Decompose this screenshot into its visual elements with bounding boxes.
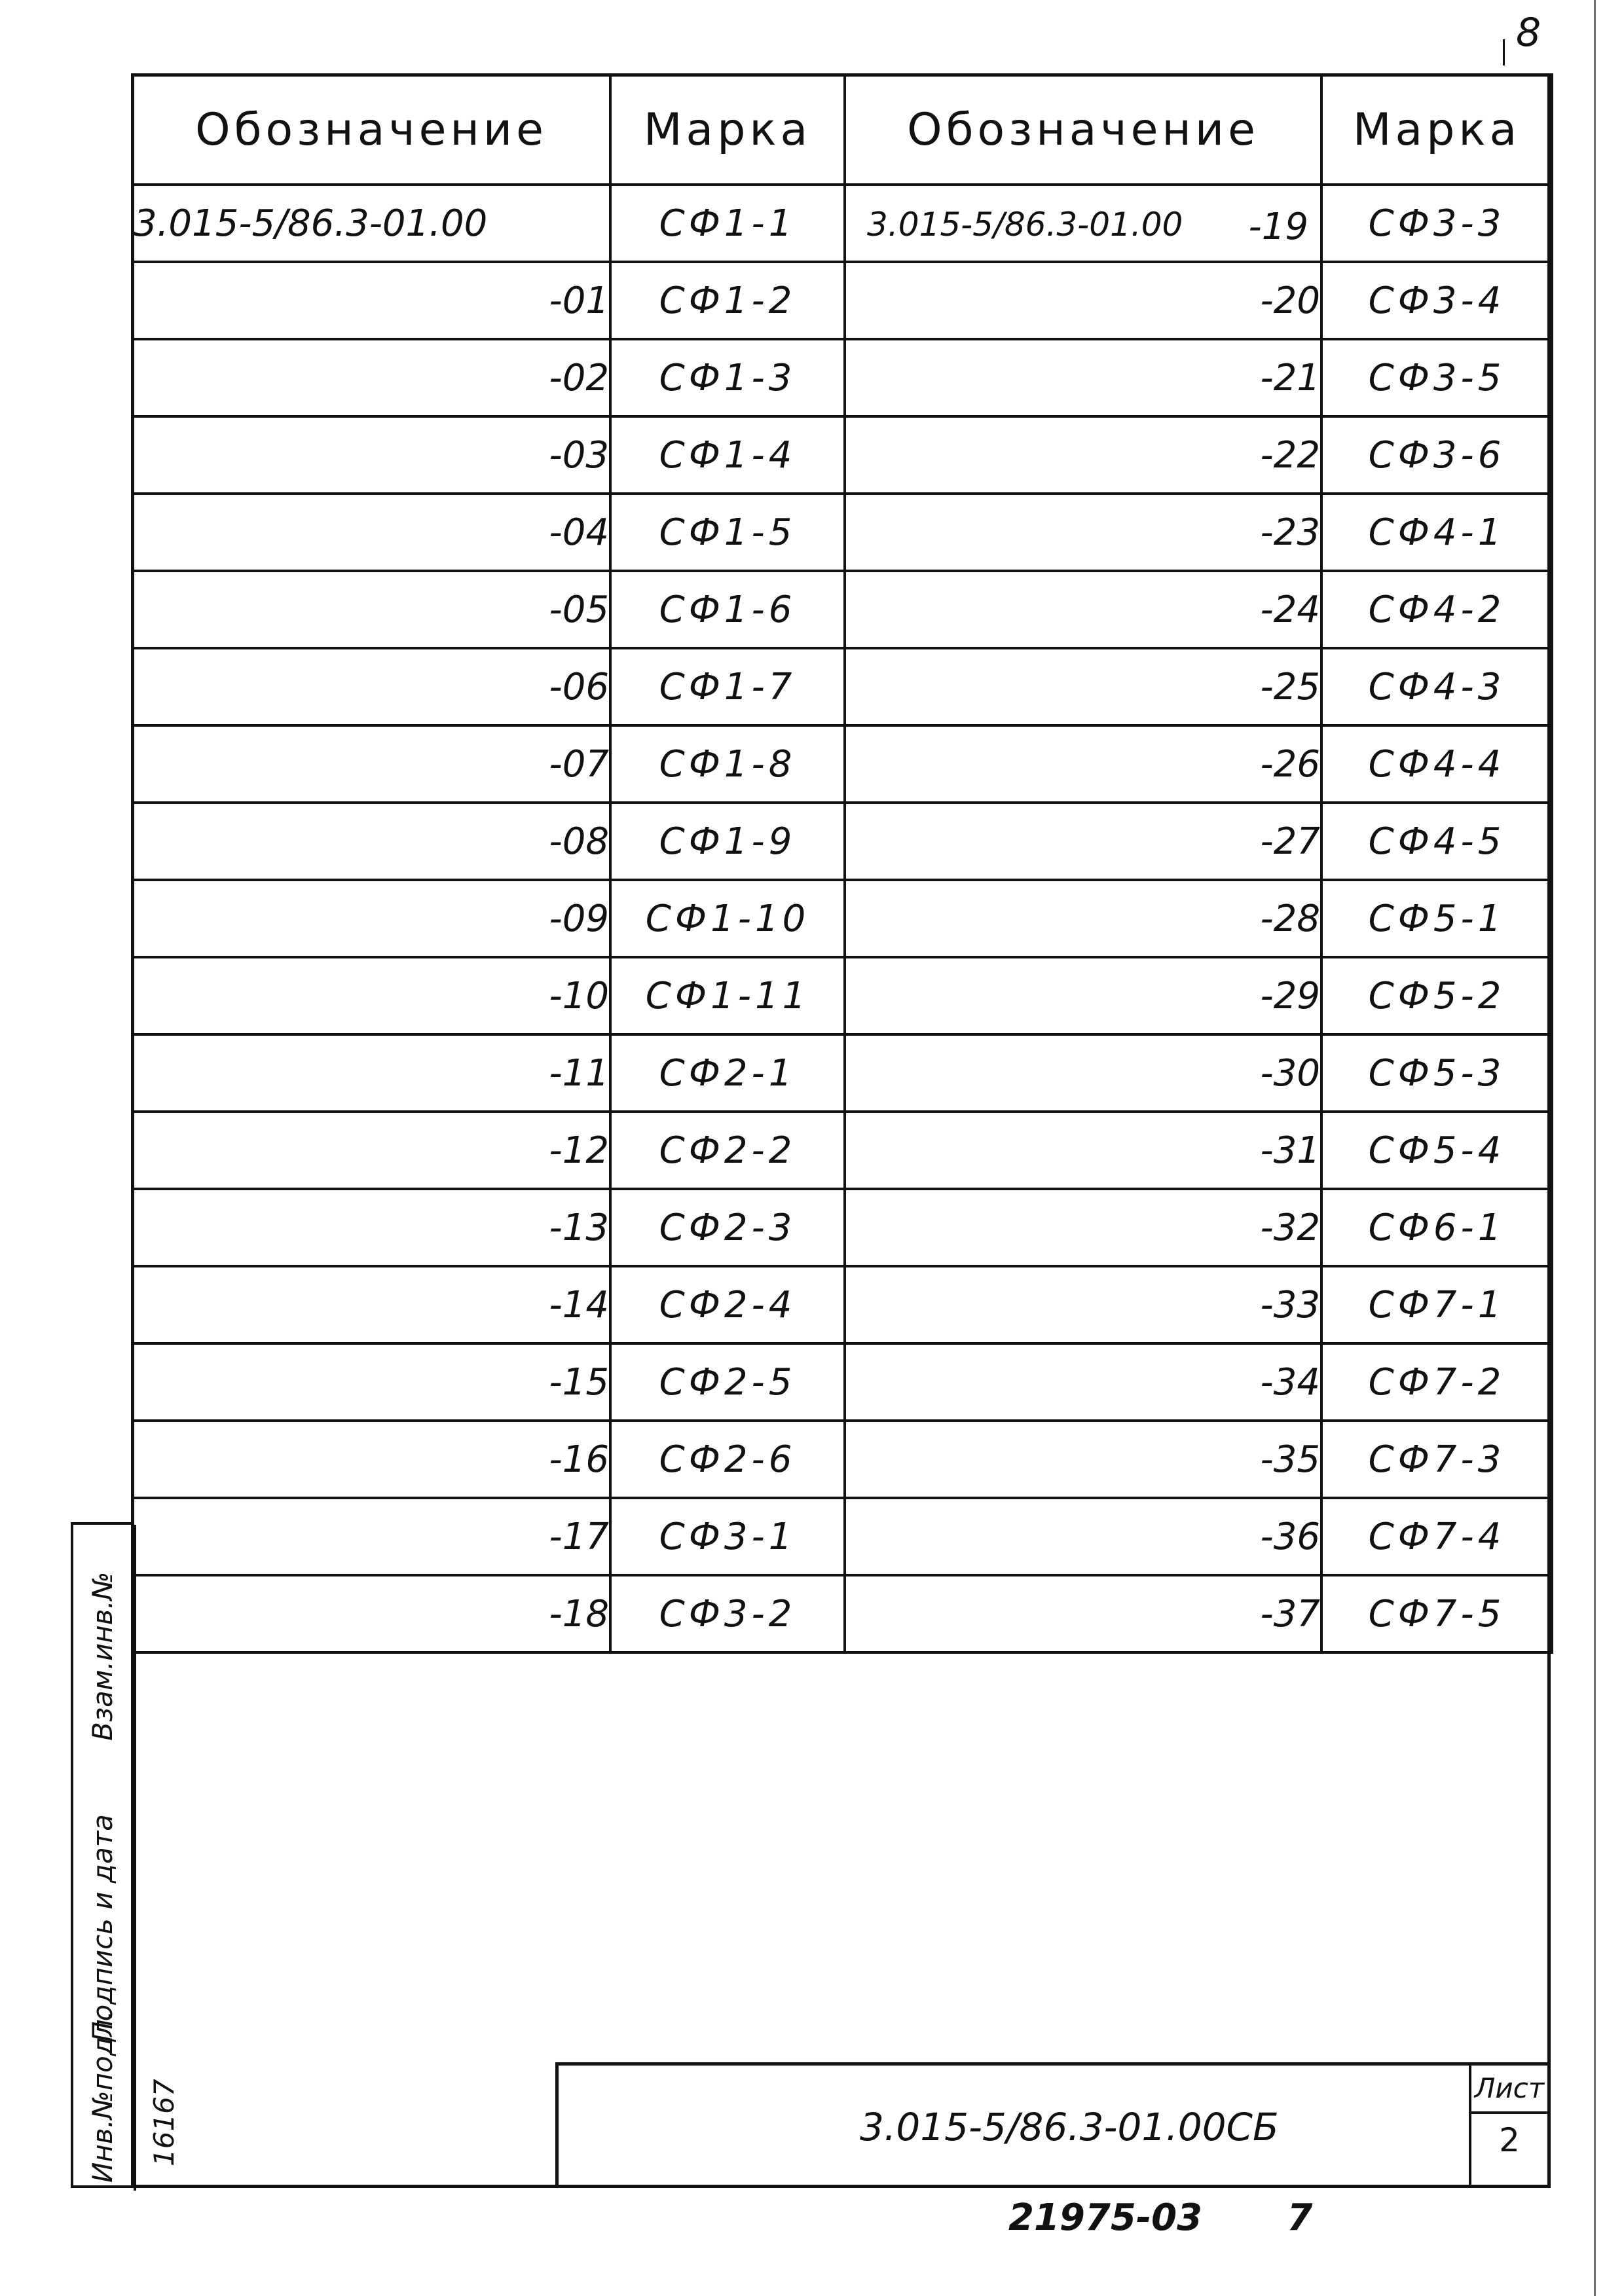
corner-tick [1503, 39, 1505, 65]
mark-cell-left: СФ2-3 [610, 1189, 845, 1266]
designation-cell-right: -23 [845, 494, 1321, 571]
mark-cell-left: СФ2-1 [610, 1034, 845, 1112]
mark-cell-right: СФ3-4 [1321, 262, 1552, 339]
side-stamp-values [134, 1525, 194, 2191]
sheet-edge-line [1594, 0, 1596, 2296]
table-row [132, 957, 1552, 1034]
mark-cell-left: СФ2-6 [610, 1421, 845, 1498]
mark-cell-left: СФ1-6 [610, 571, 845, 648]
mark-cell-right: СФ7-1 [1321, 1266, 1552, 1343]
designation-cell-left: -02 [132, 339, 610, 416]
designation-cell-left: -01 [132, 262, 610, 339]
document-code: 3.015-5/86.3-01.00СБ [860, 2105, 1279, 2149]
header-mark-left: Марка [610, 75, 845, 185]
mark-cell-left: СФ1-8 [610, 725, 845, 803]
table-row [132, 339, 1552, 416]
table-row [132, 880, 1552, 957]
mark-cell-right: СФ5-1 [1321, 880, 1552, 957]
mark-cell-right: СФ4-2 [1321, 571, 1552, 648]
designation-cell-right: -21 [845, 339, 1321, 416]
designation-cell-right: -27 [845, 803, 1321, 880]
order-number: 21975-03 [1008, 2196, 1202, 2239]
mark-cell-right: СФ5-3 [1321, 1034, 1552, 1112]
designation-cell-left: -15 [132, 1343, 610, 1421]
table-row [132, 1343, 1552, 1421]
code-suffix: -19 [1248, 206, 1308, 248]
mark-cell-right: СФ4-3 [1321, 648, 1552, 725]
table-row [132, 1498, 1552, 1575]
table-row [132, 571, 1552, 648]
sheet-number: 2 [1499, 2121, 1520, 2159]
table-row [132, 1266, 1552, 1343]
designation-cell-left: -11 [132, 1034, 610, 1112]
mark-cell-left: СФ1-3 [610, 339, 845, 416]
designation-cell-left: -16 [132, 1421, 610, 1498]
table-row [132, 648, 1552, 725]
mark-cell-right: СФ6-1 [1321, 1189, 1552, 1266]
mark-cell-right: СФ3-6 [1321, 416, 1552, 494]
mark-cell-right: СФ3-5 [1321, 339, 1552, 416]
designation-cell-left: -13 [132, 1189, 610, 1266]
table-row [132, 1575, 1552, 1652]
table-row [132, 262, 1552, 339]
designation-cell-right: -31 [845, 1112, 1321, 1189]
designation-cell-right [845, 185, 1321, 262]
corner-mark: 8 [1516, 10, 1541, 56]
header-designation-left: Обозначение [132, 75, 610, 185]
footer [1008, 2196, 1312, 2239]
table-row [132, 1421, 1552, 1498]
table-body [132, 185, 1552, 1652]
table-header-row [132, 75, 1552, 185]
table-row [132, 494, 1552, 571]
mark-cell-right: СФ5-4 [1321, 1112, 1552, 1189]
designation-cell-right: -30 [845, 1034, 1321, 1112]
designation-cell-right: -37 [845, 1575, 1321, 1652]
mark-cell-left: СФ2-2 [610, 1112, 845, 1189]
designation-cell-right: -32 [845, 1189, 1321, 1266]
replaces-inv-label: Взам.инв.№ [86, 1571, 119, 1741]
mark-cell-left: СФ1-2 [610, 262, 845, 339]
designation-cell-left: -09 [132, 880, 610, 957]
table-row [132, 1189, 1552, 1266]
inv-original-label: Инв.№подл. [86, 2010, 119, 2183]
designation-cell-left: -14 [132, 1266, 610, 1343]
mark-cell-right: СФ7-2 [1321, 1343, 1552, 1421]
header-mark-right: Марка [1321, 75, 1552, 185]
table-row [132, 803, 1552, 880]
inv-number-value: 16167 [148, 2079, 180, 2166]
mark-cell-right: СФ4-5 [1321, 803, 1552, 880]
designation-cell-right: -29 [845, 957, 1321, 1034]
mark-cell-right: СФ5-2 [1321, 957, 1552, 1034]
mark-cell-left: СФ1-1 [610, 185, 845, 262]
designation-cell-right: -28 [845, 880, 1321, 957]
designation-cell-right: -20 [845, 262, 1321, 339]
designation-cell-left: -18 [132, 1575, 610, 1652]
designation-cell-left: -10 [132, 957, 610, 1034]
table-row [132, 1112, 1552, 1189]
mark-cell-left: СФ3-2 [610, 1575, 845, 1652]
designation-cell-left: -12 [132, 1112, 610, 1189]
designation-cell-right: -35 [845, 1421, 1321, 1498]
table-row [132, 1034, 1552, 1112]
designation-cell-right: -26 [845, 725, 1321, 803]
sheet-box [1469, 2066, 1547, 2185]
table-row [132, 416, 1552, 494]
designation-cell-right: -34 [845, 1343, 1321, 1421]
mark-cell-left: СФ1-10 [610, 880, 845, 957]
designation-cell-right: -25 [845, 648, 1321, 725]
signature-date-label: Подпись и дата [86, 1814, 119, 2042]
mark-cell-right: СФ3-3 [1321, 185, 1552, 262]
mark-cell-left: СФ1-11 [610, 957, 845, 1034]
mark-cell-right: СФ4-4 [1321, 725, 1552, 803]
mark-cell-left: СФ2-5 [610, 1343, 845, 1421]
designation-cell-right: -33 [845, 1266, 1321, 1343]
designation-cell-right: -24 [845, 571, 1321, 648]
mark-cell-left: СФ1-5 [610, 494, 845, 571]
mark-cell-left: СФ2-4 [610, 1266, 845, 1343]
mark-cell-right: СФ7-3 [1321, 1421, 1552, 1498]
mark-cell-left: СФ3-1 [610, 1498, 845, 1575]
title-block [555, 2062, 1551, 2188]
mark-cell-left: СФ1-9 [610, 803, 845, 880]
designation-cell-left: -06 [132, 648, 610, 725]
mark-cell-right: СФ4-1 [1321, 494, 1552, 571]
designation-cell-left: -07 [132, 725, 610, 803]
mark-cell-right: СФ7-4 [1321, 1498, 1552, 1575]
mark-cell-left: СФ1-4 [610, 416, 845, 494]
designation-cell-left: -03 [132, 416, 610, 494]
page-number: 7 [1287, 2196, 1313, 2239]
header-designation-right: Обозначение [845, 75, 1321, 185]
mark-cell-right: СФ7-5 [1321, 1575, 1552, 1652]
specification-table [131, 73, 1553, 1654]
table-row [132, 725, 1552, 803]
designation-cell-left: -17 [132, 1498, 610, 1575]
base-code: 3.015-5/86.3-01.00 [867, 206, 1183, 244]
designation-cell-right: -36 [845, 1498, 1321, 1575]
side-stamp [71, 1522, 180, 2188]
sheet-label: Лист [1471, 2066, 1547, 2114]
designation-cell-left: 3.015-5/86.3-01.00 [132, 185, 610, 262]
designation-cell-left: -04 [132, 494, 610, 571]
designation-cell-left: -05 [132, 571, 610, 648]
mark-cell-left: СФ1-7 [610, 648, 845, 725]
designation-cell-left: -08 [132, 803, 610, 880]
designation-cell-right: -22 [845, 416, 1321, 494]
table-row [132, 185, 1552, 262]
